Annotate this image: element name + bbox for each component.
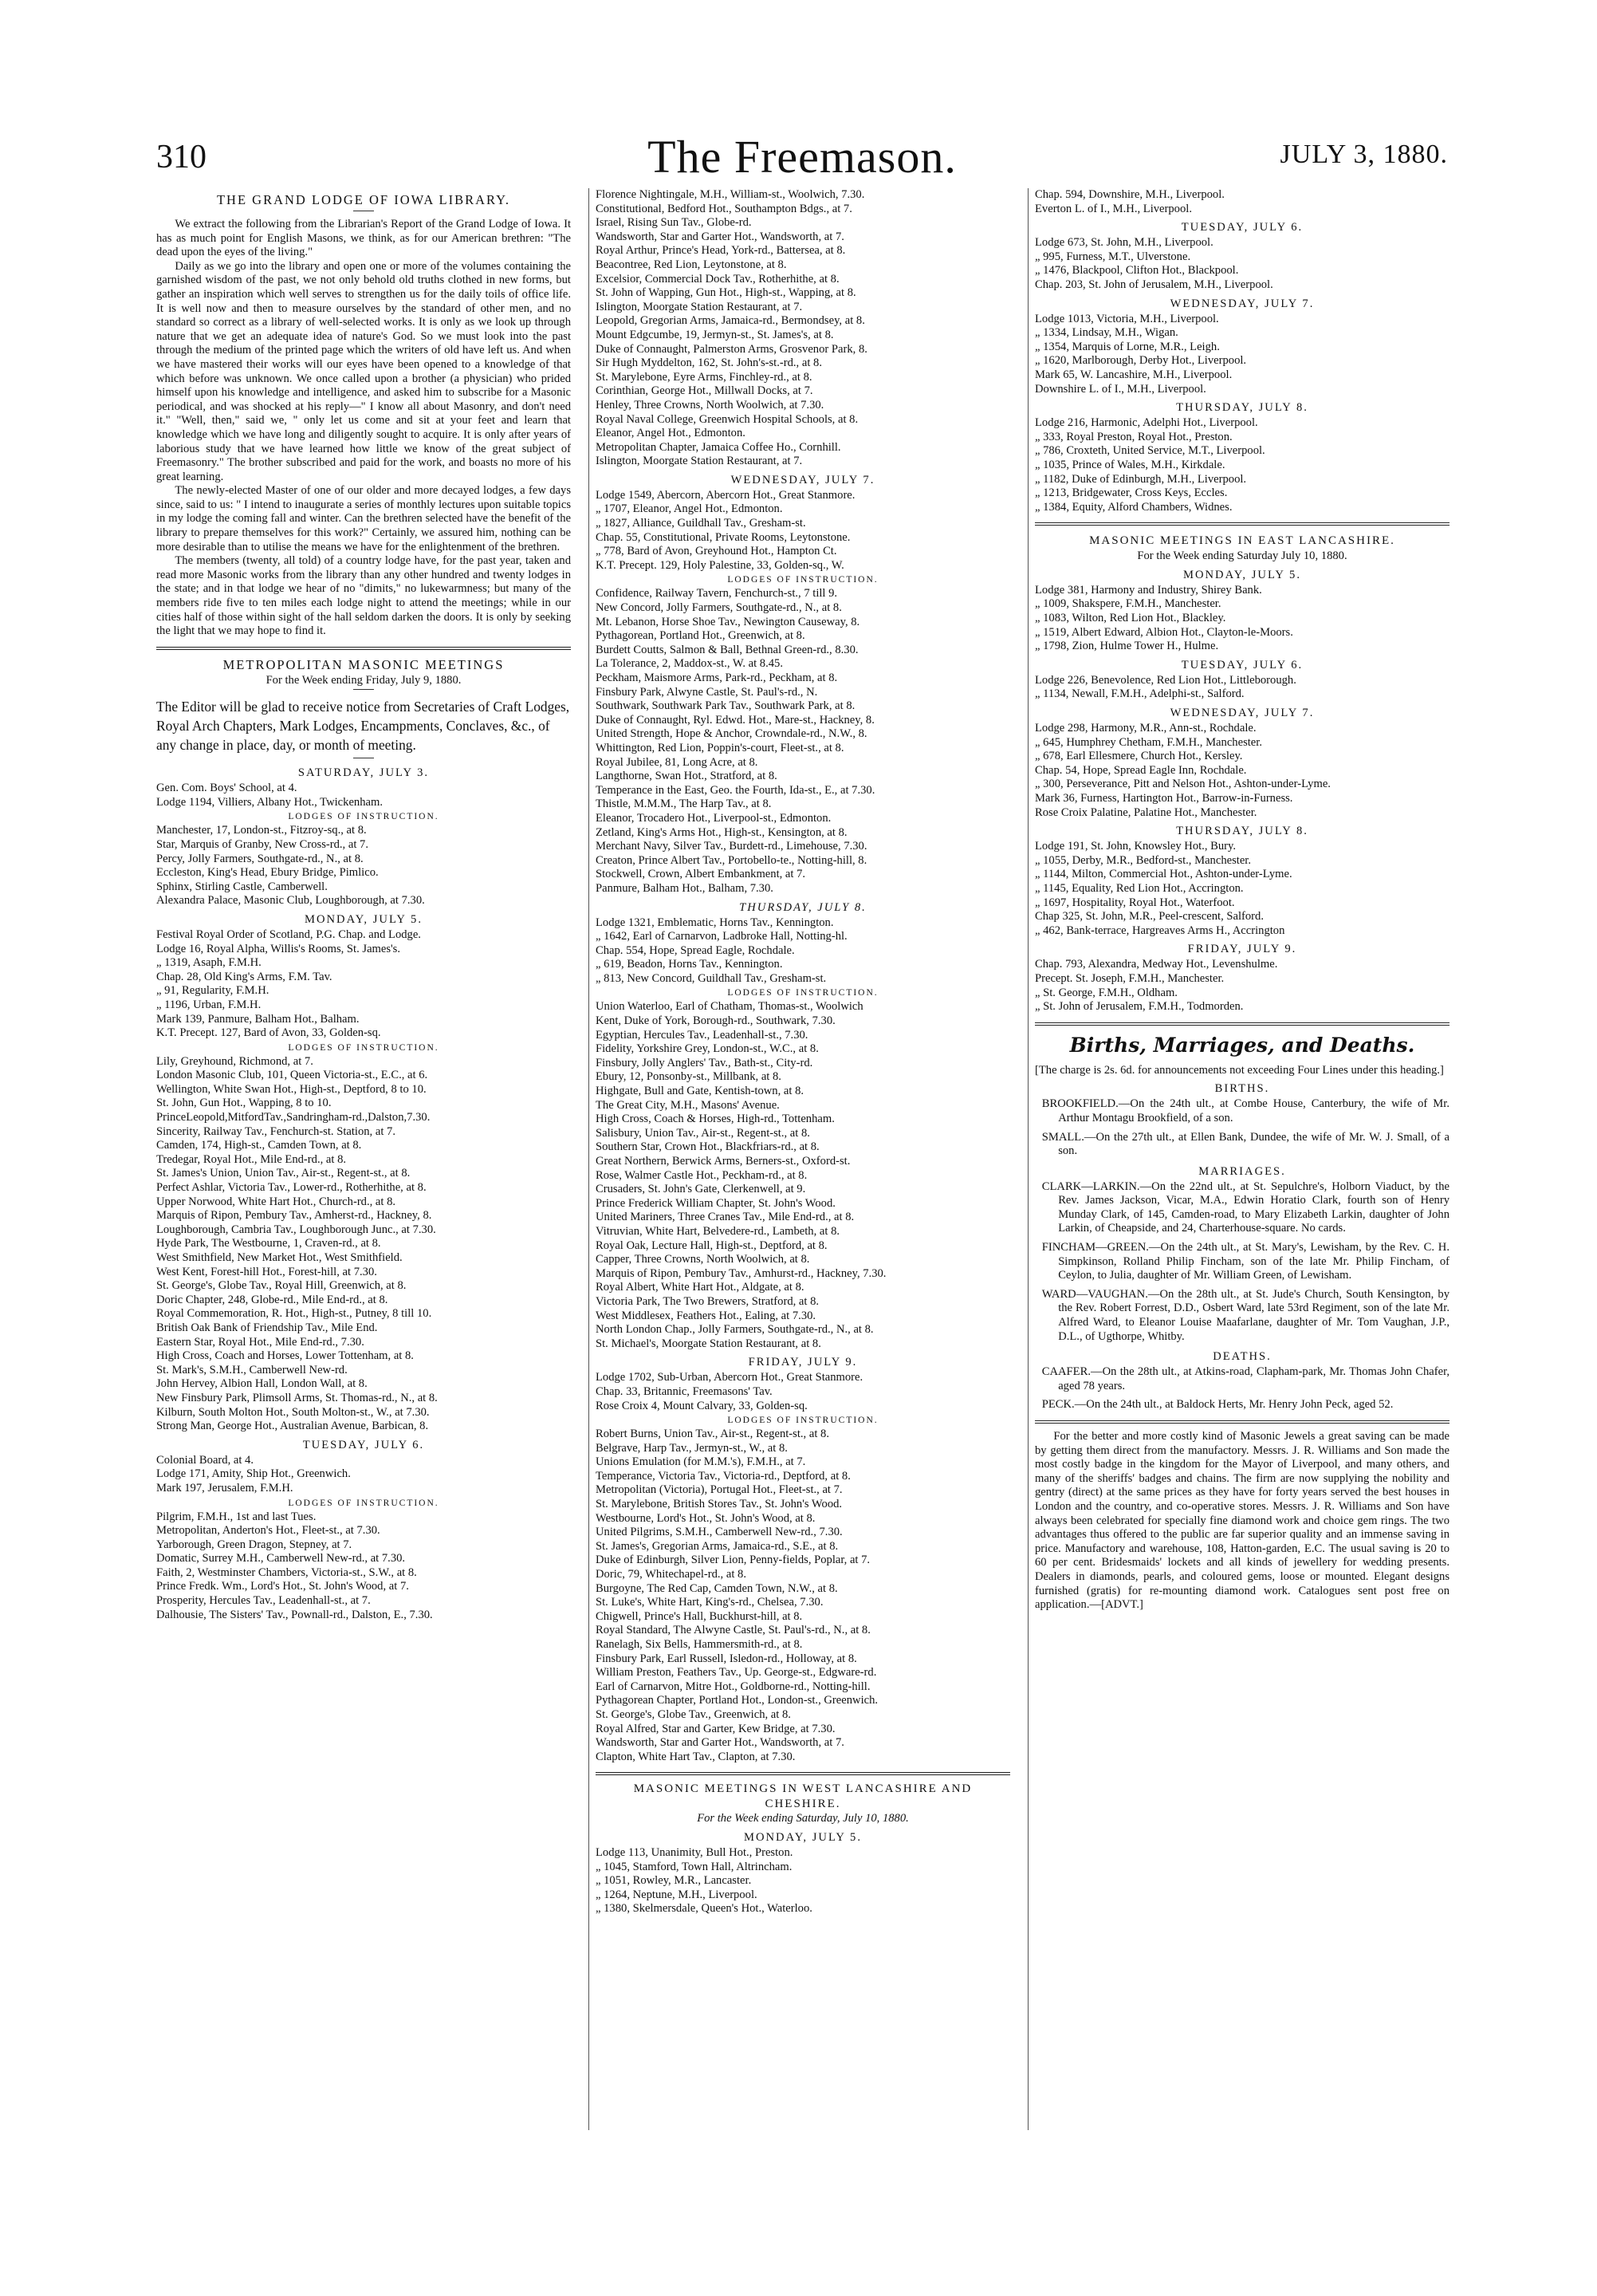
meeting-entry: Finsbury Park, Earl Russell, Isledon-rd., Holloway, at 8. <box>596 1652 857 1665</box>
meeting-entry: Duke of Edinburgh, Silver Lion, Penny-fields, Poplar, at 7. <box>596 1554 871 1567</box>
meeting-entry: Rose Croix Palatine, Palatine Hot., Manchester. <box>1035 805 1257 819</box>
meeting-entry: Royal Commemoration, R. Hot., High-st., Putney, 8 till 10. <box>156 1307 432 1321</box>
day-heading: TUESDAY, JULY 6. <box>1181 221 1304 234</box>
meeting-list <box>1035 722 1449 820</box>
meeting-entry: Lodge 16, Royal Alpha, Willis's Rooms, St. James's. <box>156 942 401 955</box>
notice-entry: FINCHAM—GREEN.—On the 24th ult., at St. Mary's, Lewisham, by the Rev. C. H. Simpkinson, Rolland Philip Fincham, son of the late Mr. Philip Fincham, of Ceylon, to Julia, daughter of Mr. William Green, of Lewisham. <box>1041 1241 1449 1282</box>
meeting-entry: „ St. George, F.M.H., Oldham. <box>1035 986 1178 999</box>
meeting-entry: Lodge 673, St. John, M.H., Liverpool. <box>1035 236 1213 250</box>
marriages-heading: MARRIAGES. <box>1198 1164 1286 1178</box>
meeting-entry: „ 786, Croxteth, United Service, M.T., Liverpool. <box>1035 444 1265 458</box>
lodges-of-instruction-heading: LODGES OF INSTRUCTION. <box>727 575 879 585</box>
meeting-entry: Florence Nightingale, M.H., William-st., Woolwich, 7.30. <box>596 188 865 201</box>
column-divider <box>588 188 589 2130</box>
meeting-entry: „ 1213, Bridgewater, Cross Keys, Eccles. <box>1035 486 1228 500</box>
meeting-list <box>596 916 1010 987</box>
meeting-entry: Duke of Connaught, Palmerston Arms, Grosvenor Park, 8. <box>596 342 867 356</box>
meeting-entry: „ 1476, Blackpool, Clifton Hot., Blackpool. <box>1035 264 1239 278</box>
section-rule <box>1035 1420 1449 1424</box>
editor-notice: The Editor will be glad to receive notice from Secretaries of Craft Lodges, Royal Arch Chapters, Mark Lodges, Encampments, Conclaves, &c., of any change in place, day, or month of meeting. <box>156 699 570 753</box>
meeting-entry: Sphinx, Stirling Castle, Camberwell. <box>156 880 328 893</box>
meeting-entry: Percy, Jolly Farmers, Southgate-rd., N., at 8. <box>156 852 364 865</box>
lodges-of-instruction-heading: LODGES OF INSTRUCTION. <box>727 988 879 998</box>
meeting-entry: Lodge 113, Unanimity, Bull Hot., Preston. <box>596 1845 793 1859</box>
meeting-entry: Belgrave, Harp Tav., Jermyn-st., W., at 8. <box>596 1441 788 1455</box>
meeting-entry: Creaton, Prince Albert Tav., Portobello-te., Notting-hill, 8. <box>596 853 867 867</box>
notice-entry: SMALL.—On the 27th ult., at Ellen Bank, Dundee, the wife of Mr. W. J. Small, of a son. <box>1041 1130 1449 1158</box>
meeting-entry: Islington, Moorgate Station Restaurant, at 7. <box>596 455 803 468</box>
section-rule <box>1035 522 1449 526</box>
meeting-entry: Mark 139, Panmure, Balham Hot., Balham. <box>156 1012 360 1026</box>
column-3 <box>1035 188 1449 1613</box>
meeting-entry: St. Marylebone, Eyre Arms, Finchley-rd., at 8. <box>596 370 812 384</box>
meeting-entry: „ 1055, Derby, M.R., Bedford-st., Manchester. <box>1035 853 1252 867</box>
meeting-entry: Burgoyne, The Red Cap, Camden Town, N.W., at 8. <box>596 1581 838 1595</box>
meeting-entry: Mark 36, Furness, Hartington Hot., Barrow-in-Furness. <box>1035 792 1293 805</box>
meeting-entry: „ 1707, Eleanor, Angel Hot., Edmonton. <box>596 502 783 516</box>
meeting-entry: Leopold, Gregorian Arms, Jamaica-rd., Bermondsey, at 8. <box>596 314 865 328</box>
column-divider <box>1028 188 1029 2130</box>
meeting-entry: Confidence, Railway Tavern, Fenchurch-st., 7 till 9. <box>596 587 838 601</box>
death-notices <box>1035 1365 1449 1412</box>
meeting-entry: Islington, Moorgate Station Restaurant, at 7. <box>596 300 803 313</box>
meeting-entry: High Cross, Coach & Horses, High-rd., Tottenham. <box>596 1113 835 1126</box>
meeting-entry: „ 778, Bard of Avon, Greyhound Hot., Hampton Ct. <box>596 545 837 558</box>
day-heading: WEDNESDAY, JULY 7. <box>1170 707 1315 720</box>
births-marriages-deaths-heading: Births, Marriages, and Deaths. <box>1069 1033 1415 1057</box>
meeting-entry: Ranelagh, Six Bells, Hammersmith-rd., at 8. <box>596 1638 803 1651</box>
meeting-entry: Lodge 216, Harmonic, Adelphi Hot., Liverpool. <box>1035 416 1258 430</box>
meeting-entry: „ 300, Perseverance, Pitt and Nelson Hot., Ashton-under-Lyme. <box>1035 778 1331 791</box>
meeting-entry: St. John, Gun Hot., Wapping, 8 to 10. <box>156 1097 332 1110</box>
meeting-list <box>596 1371 1010 1413</box>
metropolitan-heading: METROPOLITAN MASONIC MEETINGS <box>222 656 505 672</box>
meeting-entry: Panmure, Balham Hot., Balham, 7.30. <box>596 881 773 895</box>
meeting-entry: „ 1009, Shakspere, F.M.H., Manchester. <box>1035 597 1221 611</box>
meeting-entry: „ 1035, Prince of Wales, M.H., Kirkdale. <box>1035 458 1225 471</box>
lodges-of-instruction-heading: LODGES OF INSTRUCTION. <box>288 812 439 822</box>
meeting-entry: „ 1264, Neptune, M.H., Liverpool. <box>596 1888 757 1901</box>
meeting-entry: Highgate, Bull and Gate, Kentish-town, at 8. <box>596 1085 804 1098</box>
meeting-entry: Robert Burns, Union Tav., Air-st., Regent-st., at 8. <box>596 1428 829 1441</box>
meeting-list <box>1035 674 1449 702</box>
meeting-entry: „ 1182, Duke of Edinburgh, M.H., Liverpool. <box>1035 472 1247 486</box>
meeting-entry: Westbourne, Lord's Hot., St. John's Wood, at 8. <box>596 1511 816 1525</box>
meeting-entry: Chap. 554, Hope, Spread Eagle, Rochdale. <box>596 943 795 957</box>
meeting-entry: Zetland, King's Arms Hot., High-st., Kensington, at 8. <box>596 825 848 839</box>
meeting-entry: „ 1083, Wilton, Red Lion Hot., Blackley. <box>1035 612 1226 625</box>
meeting-entry: „ 1319, Asaph, F.M.H. <box>156 956 262 970</box>
meeting-entry: „ 1827, Alliance, Guildhall Tav., Gresham-st. <box>596 517 806 530</box>
meeting-entry: Pilgrim, F.M.H., 1st and last Tues. <box>156 1510 317 1523</box>
meeting-entry: Salisbury, Union Tav., Air-st., Regent-st., at 8. <box>596 1126 810 1140</box>
meeting-entry: Mt. Lebanon, Horse Shoe Tav., Newington Causeway, 8. <box>596 615 860 628</box>
meeting-entry: Chap. 55, Constitutional, Private Rooms, Leytonstone. <box>596 530 851 544</box>
notice-entry: BROOKFIELD.—On the 24th ult., at Combe House, Canterbury, the wife of Mr. Arthur Montagu Brookfield, of a son. <box>1041 1097 1449 1124</box>
meeting-entry: The Great City, M.H., Masons' Avenue. <box>596 1098 780 1112</box>
iowa-paragraph: We extract the following from the Librarian's Report of the Grand Lodge of Iowa. It has as much point for English Masons, we think, as for our American brethren: "The dead upon the eyes of the living." <box>156 218 571 259</box>
meeting-entry: Wandsworth, Star and Garter Hot., Wandsworth, at 7. <box>596 230 844 243</box>
meeting-entry: „ 1354, Marquis of Lorne, M.R., Leigh. <box>1035 340 1220 353</box>
meeting-entry: United Mariners, Three Cranes Tav., Mile End-rd., at 8. <box>596 1211 855 1224</box>
meeting-entry: Metropolitan, Anderton's Hot., Fleet-st., at 7.30. <box>156 1524 380 1538</box>
meeting-entry: K.T. Precept. 127, Bard of Avon, 33, Golden-sq. <box>156 1026 381 1040</box>
meeting-list <box>1035 236 1449 292</box>
meeting-entry: Perfect Ashlar, Victoria Tav., Lower-rd., Rotherhithe, at 8. <box>156 1181 427 1195</box>
day-heading: WEDNESDAY, JULY 7. <box>1170 297 1315 310</box>
meeting-entry: „ 995, Furness, M.T., Ulverstone. <box>1035 250 1191 263</box>
meeting-entry: Prince Fredk. Wm., Lord's Hot., St. John's Wood, at 7. <box>156 1580 409 1593</box>
meeting-list <box>596 587 1010 896</box>
meeting-entry: Chap. 594, Downshire, M.H., Liverpool. <box>1035 188 1225 201</box>
meeting-entry: Mount Edgcumbe, 19, Jermyn-st., St. James's, at 8. <box>596 328 834 341</box>
meeting-entry: „ 678, Earl Ellesmere, Church Hot., Kersley. <box>1035 750 1243 763</box>
lodges-of-instruction-heading: LODGES OF INSTRUCTION. <box>727 1416 879 1426</box>
meeting-entry: Upper Norwood, White Hart Hot., Church-rd., at 8. <box>156 1195 396 1208</box>
meeting-entry: Lodge 171, Amity, Ship Hot., Greenwich. <box>156 1467 351 1481</box>
meeting-entry: Fidelity, Yorkshire Grey, London-st., W.C., at 8. <box>596 1042 819 1056</box>
meeting-entry: Chap. 54, Hope, Spread Eagle Inn, Rochdale. <box>1035 763 1247 777</box>
meeting-entry: „ 1045, Stamford, Town Hall, Altrincham. <box>596 1860 793 1873</box>
iowa-paragraph: The members (twenty, all told) of a country lodge have, for the past year, taken and read more Masonic works from the library than any other hundred and twenty lodges in the state; and in that lodge we hear of no "dimits," no lukewarmness; but many of the members ride five to ten miles each lodge night to attend the meetings; while in our cities half of those within sight of the hall seldom darken the doors. It is only by seeking the light that we may hope to find it. <box>156 554 571 638</box>
meeting-entry: Royal Standard, The Alwyne Castle, St. Paul's-rd., N., at 8. <box>596 1624 871 1637</box>
jewellery-advertisement: For the better and more costly kind of Masonic Jewels a great saving can be made by getting them direct from the manufactory. Messrs. J. R. Williams and Son made the most costly badge in the kingdom for the Mayor of Liverpool, and many others, and many of the sheriffs' badges and chains. The firm are now supplying the nobility and gentry (direct) at the same prices as they have for forty years served the best houses in London and the country, and co-operative stores. Messrs. J. R. Williams and Son have always been celebrated for specially fine diamond work and choice gem rings. The two advantages thus offered to the public are far superior quality and an immense saving in price. Manufactory and warehouse, 108, Hatton-garden, E.C. The usual saving is 20 to 60 per cent. Bridesmaids' lockets and all kinds of jewellery for wedding presents. Dealers in diamonds, pearls, and coloured gems, loose or mounted. Elegant designs furnished (gratis) for re-mounting diamond work. Catalogues sent post free on application.—[ADVT.] <box>1035 1430 1449 1612</box>
meeting-list <box>1035 958 1449 1014</box>
meeting-entry: Doric, 79, Whitechapel-rd., at 8. <box>596 1568 746 1581</box>
meeting-entry: John Hervey, Albion Hall, London Wall, at 8. <box>156 1377 368 1391</box>
meeting-entry: Rose, Walmer Castle Hot., Peckham-rd., at 8. <box>596 1168 808 1182</box>
meeting-entry: Burdett Coutts, Salmon & Ball, Bethnal Green-rd., 8.30. <box>596 643 859 656</box>
meeting-entry: West Smithfield, New Market Hot., West Smithfield. <box>156 1251 403 1264</box>
meeting-entry: London Masonic Club, 101, Queen Victoria-st., E.C., at 6. <box>156 1069 428 1082</box>
meeting-entry: Domatic, Surrey M.H., Camberwell New-rd., at 7.30. <box>156 1552 406 1565</box>
section-rule <box>596 1772 1010 1775</box>
meeting-list <box>156 928 571 1041</box>
meeting-entry: Kilburn, South Molton Hot., South Molton-st., W., at 7.30. <box>156 1405 430 1419</box>
meeting-entry: Loughborough, Cambria Tav., Loughborough Junc., at 7.30. <box>156 1223 436 1236</box>
meeting-entry: Chap. 793, Alexandra, Medway Hot., Levenshulme. <box>1035 958 1278 971</box>
meeting-entry: „ 1145, Equality, Red Lion Hot., Accrington. <box>1035 881 1244 895</box>
meeting-entry: Whittington, Red Lion, Poppin's-court, Fleet-st., at 8. <box>596 741 844 754</box>
west-lancashire-subheading: For the Week ending Saturday, July 10, 1880. <box>697 1812 909 1825</box>
meeting-entry: Israel, Rising Sun Tav., Globe-rd. <box>596 216 752 230</box>
meeting-entry: Unions Emulation (for M.M.'s), F.M.H., at 7. <box>596 1455 806 1469</box>
meeting-entry: Stockwell, Crown, Albert Embankment, at 7. <box>596 868 806 881</box>
section-rule <box>156 647 571 650</box>
meeting-entry: Eccleston, King's Head, Ebury Bridge, Pimlico. <box>156 866 379 880</box>
day-heading: FRIDAY, JULY 9. <box>1187 943 1297 956</box>
meeting-entry: Earl of Carnarvon, Mitre Hot., Goldborne-rd., Notting-hill. <box>596 1680 871 1693</box>
meeting-entry: Sir Hugh Myddelton, 162, St. John's-st.-rd., at 8. <box>596 356 822 370</box>
meeting-entry: Temperance, Victoria Tav., Victoria-rd., Deptford, at 8. <box>596 1469 851 1483</box>
section-rule <box>1035 1022 1449 1026</box>
meeting-entry: Strong Man, George Hot., Australian Avenue, Barbican, 8. <box>156 1420 429 1433</box>
meeting-entry: „ St. John of Jerusalem, F.M.H., Todmorden. <box>1035 1000 1244 1014</box>
iowa-article <box>156 218 571 639</box>
meeting-entry: Rose Croix 4, Mount Calvary, 33, Golden-sq. <box>596 1399 808 1412</box>
meeting-entry: „ 1697, Hospitality, Royal Hot., Waterfoot. <box>1035 896 1235 909</box>
lodges-of-instruction-heading: LODGES OF INSTRUCTION. <box>288 1498 439 1508</box>
meeting-entry: Festival Royal Order of Scotland, P.G. Chap. and Lodge. <box>156 927 421 941</box>
meeting-list <box>596 1000 1010 1351</box>
meeting-list <box>596 489 1010 573</box>
meeting-entry: „ 1642, Earl of Carnarvon, Ladbroke Hall, Notting-hl. <box>596 930 848 943</box>
meeting-entry: Wandsworth, Star and Garter Hot., Wandsworth, at 7. <box>596 1736 844 1750</box>
meeting-entry: Clapton, White Hart Tav., Clapton, at 7.30. <box>596 1750 796 1763</box>
notice-entry: PECK.—On the 24th ult., at Baldock Herts, Mr. Henry John Peck, aged 52. <box>1041 1398 1394 1412</box>
meeting-entry: Manchester, 17, London-st., Fitzroy-sq., at 8. <box>156 824 367 837</box>
masthead <box>156 130 1448 187</box>
meeting-entry: Eastern Star, Royal Hot., Mile End-rd., 7.30. <box>156 1335 364 1349</box>
west-lancashire-heading: MASONIC MEETINGS IN WEST LANCASHIRE AND CHESHIRE. <box>633 1782 973 1811</box>
meeting-entry: Faith, 2, Westminster Chambers, Victoria-st., S.W., at 8. <box>156 1565 417 1579</box>
meeting-entry: Lodge 191, St. John, Knowsley Hot., Bury. <box>1035 840 1237 853</box>
meeting-entry: Lodge 1013, Victoria, M.H., Liverpool. <box>1035 312 1219 325</box>
meeting-entry: Lodge 381, Harmony and Industry, Shirey Bank. <box>1035 583 1262 597</box>
notice-entry: WARD—VAUGHAN.—On the 28th ult., at St. Jude's Church, South Kensington, by the Rev. Robert Forrest, D.D., Osbert Ward, late 53rd Regiment, son of the late Mr. Alfred Ward, to Eleanor Louise Maafarlane, daughter of Mr. Tom Vaughan, J.P., D.L., of Ugthorpe, Whitby. <box>1041 1287 1449 1343</box>
meeting-entry: New Concord, Jolly Farmers, Southgate-rd., N., at 8. <box>596 601 842 615</box>
meeting-entry: Chap. 28, Old King's Arms, F.M. Tav. <box>156 970 332 983</box>
meeting-entry: „ 1144, Milton, Commercial Hot., Ashton-under-Lyme. <box>1035 868 1292 881</box>
meeting-entry: St. Marylebone, British Stores Tav., St. John's Wood. <box>596 1498 843 1511</box>
meeting-entry: Temperance in the East, Geo. the Fourth, Ida-st., E., at 7.30. <box>596 783 875 797</box>
day-heading: MONDAY, JULY 5. <box>743 1830 862 1844</box>
meeting-entry: St. Michael's, Moorgate Station Restaurant, at 8. <box>596 1337 821 1350</box>
meeting-entry: Vitruvian, White Hart, Belvedere-rd., Lambeth, at 8. <box>596 1224 840 1238</box>
day-heading: FRIDAY, JULY 9. <box>748 1356 858 1369</box>
meeting-entry: Duke of Connaught, Ryl. Edwd. Hot., Mare-st., Hackney, 8. <box>596 713 875 727</box>
east-lancashire-subheading: For the Week ending Saturday July 10, 1880. <box>1137 549 1347 563</box>
day-heading: WEDNESDAY, JULY 7. <box>730 473 875 486</box>
meeting-entry: Capper, Three Crowns, North Woolwich, at 8. <box>596 1253 810 1266</box>
meeting-list <box>156 782 571 809</box>
column-2 <box>596 188 1010 1916</box>
meeting-entry: La Tolerance, 2, Maddox-st., W. at 8.45. <box>596 657 783 671</box>
meeting-entry: Lily, Greyhound, Richmond, at 7. <box>156 1054 313 1068</box>
meeting-entry: Egyptian, Hercules Tav., Leadenhall-st., 7.30. <box>596 1028 808 1042</box>
east-lancashire-heading: MASONIC MEETINGS IN EAST LANCASHIRE. <box>1089 534 1395 548</box>
meeting-entry: Lodge 1194, Villiers, Albany Hot., Twickenham. <box>156 795 383 809</box>
newspaper-title: The Freemason. <box>647 131 957 183</box>
deaths-heading: DEATHS. <box>1213 1350 1272 1364</box>
meeting-entry: K.T. Precept. 129, Holy Palestine, 33, Golden-sq., W. <box>596 558 844 572</box>
meeting-entry: Finsbury, Jolly Anglers' Tav., Bath-st., City-rd. <box>596 1056 813 1069</box>
meeting-entry: United Strength, Hope & Anchor, Crowndale-rd., N.W., 8. <box>596 727 867 741</box>
meeting-entry: Chap. 203, St. John of Jerusalem, M.H., Liverpool. <box>1035 278 1273 291</box>
meeting-entry: Hyde Park, The Westbourne, 1, Craven-rd., at 8. <box>156 1237 381 1250</box>
meeting-list <box>596 188 1010 469</box>
heading-dash <box>353 689 374 690</box>
meeting-entry: Union Waterloo, Earl of Chatham, Thomas-st., Woolwich <box>596 1000 863 1014</box>
meeting-entry: Lodge 1702, Sub-Urban, Abercorn Hot., Great Stanmore. <box>596 1371 863 1384</box>
meeting-entry: Ebury, 12, Ponsonby-st., Millbank, at 8. <box>596 1070 781 1084</box>
day-heading: THURSDAY, JULY 8. <box>1176 401 1308 415</box>
day-heading: THURSDAY, JULY 8. <box>739 900 867 914</box>
meeting-entry: Marquis of Ripon, Pembury Tav., Amhurst-rd., Hackney, 7.30. <box>596 1266 887 1280</box>
meeting-entry: Gen. Com. Boys' School, at 4. <box>156 782 297 795</box>
page-number: 310 <box>156 139 207 175</box>
meeting-entry: Pythagorean Chapter, Portland Hot., London-st., Greenwich. <box>596 1694 879 1707</box>
marriage-notices <box>1035 1180 1449 1345</box>
day-heading: TUESDAY, JULY 6. <box>302 1438 425 1451</box>
meeting-entry: St. George's, Globe Tav., Royal Hill, Greenwich, at 8. <box>156 1279 407 1293</box>
meeting-entry: Excelsior, Commercial Dock Tav., Rotherhithe, at 8. <box>596 272 840 286</box>
meeting-entry: Crusaders, St. John's Gate, Clerkenwell, at 9. <box>596 1183 806 1196</box>
meeting-entry: Royal Albert, White Hart Hot., Aldgate, at 8. <box>596 1281 804 1294</box>
meeting-entry: Constitutional, Bedford Hot., Southampton Bdgs., at 7. <box>596 202 852 215</box>
meeting-entry: Camden, 174, High-st., Camden Town, at 8. <box>156 1139 362 1152</box>
meeting-entry: St. Luke's, White Hart, King's-rd., Chelsea, 7.30. <box>596 1596 824 1609</box>
iowa-library-heading: THE GRAND LODGE OF IOWA LIBRARY. <box>216 192 511 207</box>
meeting-list <box>156 824 571 908</box>
meeting-entry: „ 1334, Lindsay, M.H., Wigan. <box>1035 326 1178 340</box>
meeting-entry: William Preston, Feathers Tav., Up. George-st., Edgware-rd. <box>596 1666 877 1680</box>
birth-notices <box>1035 1097 1449 1158</box>
meeting-entry: Sincerity, Railway Tav., Fenchurch-st. Station, at 7. <box>156 1124 395 1138</box>
meeting-entry: Henley, Three Crowns, North Woolwich, at 7.30. <box>596 398 824 412</box>
meeting-entry: Lodge 1321, Emblematic, Horns Tav., Kennington. <box>596 916 834 929</box>
meeting-list <box>156 1510 571 1623</box>
meeting-entry: Lodge 1549, Abercorn, Abercorn Hot., Great Stanmore. <box>596 488 856 502</box>
iowa-paragraph: Daily as we go into the library and open one or more of the volumes containing the garnished wisdom of the past, we not only behold old truths clothed in new forms, but gather an inspiration which well serves to strengthen us for the daily toils of office life. It is well now and then to measure ourselves by the standard of other men, and no standard so correct as a library of well-selected works. It is only as we look up through nature that we get an adequate idea of nature's God. So we must look into the past through the medium of the printed page which the writers of old have left us. And when we have mastered their works will our eyes have been opened to a knowledge of that which before was unknown. We once called upon a brother (a physician) who prided himself upon his knowledge and intelligence, and asked him to subscribe for a Masonic periodical, and was shocked at his reply—" I know all about Masonry, and don't need it." "Well, then," said we, " only let us come and sit at your feet and learn that knowledge which we have long and diligently sought to acquire. It is only after years of laborious study that we have learned how little we know of the great subject of Freemasonry." The brother subscribed and paid for the work, and boasts no more of his great learning. <box>156 259 571 483</box>
meeting-list <box>1035 416 1449 514</box>
meeting-entry: „ 1051, Rowley, M.R., Lancaster. <box>596 1874 752 1888</box>
meeting-entry: Colonial Board, at 4. <box>156 1453 254 1467</box>
meeting-entry: St. George's, Globe Tav., Greenwich, at 8. <box>596 1707 791 1721</box>
bmd-charge-note: [The charge is 2s. 6d. for announcements not exceeding Four Lines under this heading.] <box>1035 1063 1444 1077</box>
meeting-entry: Mark 197, Jerusalem, F.M.H. <box>156 1481 293 1495</box>
lodges-of-instruction-heading: LODGES OF INSTRUCTION. <box>288 1042 439 1053</box>
meeting-entry: „ 333, Royal Preston, Royal Hot., Preston. <box>1035 430 1233 443</box>
meeting-entry: Peckham, Maismore Arms, Park-rd., Peckham, at 8. <box>596 671 838 684</box>
meeting-entry: St. James's, Gregorian Arms, Jamaica-rd., S.E., at 8. <box>596 1539 839 1553</box>
meeting-entry: Victoria Park, The Two Brewers, Stratford, at 8. <box>596 1294 820 1308</box>
meeting-entry: „ 1134, Newall, F.M.H., Adelphi-st., Salford. <box>1035 687 1245 701</box>
meeting-entry: Dalhousie, The Sisters' Tav., Pownall-rd., Dalston, E., 7.30. <box>156 1608 433 1621</box>
notice-entry: CLARK—LARKIN.—On the 22nd ult., at St. Sepulchre's, Holborn Viaduct, by the Rev. James Jackson, Vicar, M.A., Edwin Horatio Clark, fourth son of Henry Munday Clark, of 145, Camden-road, to Mary Elizabeth Larkin, daughter of John Larkin, of Cheapside, and 24, Charterhouse-square. No cards. <box>1041 1180 1449 1235</box>
meeting-entry: Metropolitan (Victoria), Portugal Hot., Fleet-st., at 7. <box>596 1483 843 1497</box>
notice-entry: CAAFER.—On the 28th ult., at Atkins-road, Clapham-park, Mr. Thomas John Chafer, aged 78 years. <box>1041 1365 1449 1392</box>
meeting-entry: Royal Oak, Lecture Hall, High-st., Deptford, at 8. <box>596 1239 828 1252</box>
meeting-entry: „ 619, Beadon, Horns Tav., Kennington. <box>596 958 783 971</box>
meeting-entry: Beacontree, Red Lion, Leytonstone, at 8. <box>596 258 787 271</box>
meeting-entry: Metropolitan Chapter, Jamaica Coffee Ho., Cornhill. <box>596 440 841 454</box>
meeting-entry: Royal Arthur, Prince's Head, York-rd., Battersea, at 8. <box>596 244 846 258</box>
day-heading: MONDAY, JULY 5. <box>1182 568 1301 581</box>
meeting-entry: West Middlesex, Feathers Hot., Ealing, at 7.30. <box>596 1309 816 1322</box>
column-1 <box>156 188 571 1622</box>
meeting-entry: Royal Alfred, Star and Garter, Kew Bridge, at 7.30. <box>596 1722 836 1735</box>
meeting-entry: Chap 325, St. John, M.R., Peel-crescent, Salford. <box>1035 910 1264 924</box>
meeting-entry: Downshire L. of I., M.H., Liverpool. <box>1035 382 1206 396</box>
meeting-entry: Prosperity, Hercules Tav., Leadenhall-st., at 7. <box>156 1594 371 1608</box>
meeting-entry: „ 1196, Urban, F.M.H. <box>156 998 262 1011</box>
meeting-entry: Yarborough, Green Dragon, Stepney, at 7. <box>156 1538 352 1551</box>
meeting-entry: Royal Jubilee, 81, Long Acre, at 8. <box>596 755 758 769</box>
meeting-entry: Southern Star, Crown Hot., Blackfriars-rd., at 8. <box>596 1140 820 1154</box>
meeting-entry: Everton L. of I., M.H., Liverpool. <box>1035 202 1192 215</box>
meeting-entry: Kent, Duke of York, Borough-rd., Southwark, 7.30. <box>596 1014 836 1028</box>
meeting-entry: Mark 65, W. Lancashire, M.H., Liverpool. <box>1035 368 1233 381</box>
meeting-entry: Marquis of Ripon, Pembury Tav., Amherst-rd., Hackney, 8. <box>156 1209 432 1223</box>
births-heading: BIRTHS. <box>1214 1082 1270 1096</box>
meeting-entry: Lodge 298, Harmony, M.R., Ann-st., Rochdale. <box>1035 722 1257 735</box>
meeting-entry: United Pilgrims, S.M.H., Camberwell New-rd., 7.30. <box>596 1526 843 1539</box>
iowa-paragraph: The newly-elected Master of one of our older and more decayed lodges, a few days since, said to us: " I intend to inaugurate a series of monthly lectures upon suitable topics in my lodge the coming fall and winter. Can the brethren selected have the benefit of the library to prepare themselves for this work?" Certainly, we assured him, nothing can be more desirable than to utilise the means we have for the enlightenment of the brethren. <box>156 484 571 553</box>
meeting-list <box>1035 840 1449 938</box>
meeting-list <box>156 1454 571 1496</box>
meeting-entry: PrinceLeopold,MitfordTav.,Sandringham-rd.,Dalston,7.30. <box>156 1111 431 1124</box>
day-heading: THURSDAY, JULY 8. <box>1176 825 1308 838</box>
meeting-entry: „ 91, Regularity, F.M.H. <box>156 984 269 998</box>
meeting-entry: „ 645, Humphrey Chetham, F.M.H., Manchester. <box>1035 735 1262 749</box>
meeting-entry: „ 1380, Skelmersdale, Queen's Hot., Waterloo. <box>596 1902 812 1916</box>
meeting-entry: Precept. St. Joseph, F.M.H., Manchester. <box>1035 971 1225 985</box>
meeting-entry: West Kent, Forest-hill Hot., Forest-hill, at 7.30. <box>156 1265 377 1278</box>
meeting-entry: Lodge 226, Benevolence, Red Lion Hot., Littleborough. <box>1035 673 1296 687</box>
meeting-entry: „ 1798, Zion, Hulme Tower H., Hulme. <box>1035 640 1219 653</box>
day-heading: MONDAY, JULY 5. <box>304 912 423 926</box>
meeting-list <box>1035 584 1449 654</box>
meeting-entry: „ 1519, Albert Edward, Albion Hot., Clayton-le-Moors. <box>1035 625 1293 639</box>
meeting-entry: Southwark, Southwark Park Tav., Southwark Park, at 8. <box>596 699 856 713</box>
meeting-list <box>596 1428 1010 1764</box>
meeting-entry: Wellington, White Swan Hot., High-st., Deptford, 8 to 10. <box>156 1082 427 1096</box>
meeting-entry: Royal Naval College, Greenwich Hospital Schools, at 8. <box>596 412 859 426</box>
meeting-entry: Thistle, M.M.M., The Harp Tav., at 8. <box>596 797 772 811</box>
meeting-entry: Merchant Navy, Silver Tav., Burdett-rd., Limehouse, 7.30. <box>596 840 867 853</box>
meeting-entry: Tredegar, Royal Hot., Mile End-rd., at 8. <box>156 1152 347 1166</box>
meeting-entry: „ 1620, Marlborough, Derby Hot., Liverpool. <box>1035 354 1247 368</box>
meeting-list <box>156 1055 571 1434</box>
meeting-entry: Prince Frederick William Chapter, St. John's Wood. <box>596 1196 836 1210</box>
meeting-entry: Eleanor, Trocadero Hot., Liverpool-st., Edmonton. <box>596 811 832 825</box>
meeting-entry: St. Mark's, S.M.H., Camberwell New-rd. <box>156 1363 348 1376</box>
meeting-entry: Chigwell, Prince's Hall, Buckhurst-hill, at 8. <box>596 1609 803 1623</box>
meeting-entry: St. James's Union, Union Tav., Air-st., Regent-st., at 8. <box>156 1167 411 1180</box>
metropolitan-subheading: For the Week ending Friday, July 9, 1880. <box>266 673 462 687</box>
meeting-entry: Chap. 33, Britannic, Freemasons' Tav. <box>596 1384 773 1398</box>
meeting-list <box>1035 313 1449 397</box>
meeting-list <box>596 1846 1010 1916</box>
meeting-entry: New Finsbury Park, Plimsoll Arms, St. Thomas-rd., N., at 8. <box>156 1391 438 1404</box>
meeting-entry: St. John of Wapping, Gun Hot., High-st., Wapping, at 8. <box>596 286 856 300</box>
meeting-entry: Corinthian, George Hot., Millwall Docks, at 7. <box>596 384 813 398</box>
meeting-entry: Star, Marquis of Granby, New Cross-rd., at 7. <box>156 837 368 851</box>
meeting-entry: Pythagorean, Portland Hot., Greenwich, at 8. <box>596 629 805 643</box>
meeting-entry: Great Northern, Berwick Arms, Berners-st., Oxford-st. <box>596 1155 851 1168</box>
meeting-entry: Finsbury Park, Alwyne Castle, St. Paul's-rd., N. <box>596 685 818 699</box>
day-heading: SATURDAY, JULY 3. <box>297 766 430 780</box>
meeting-entry: Doric Chapter, 248, Globe-rd., Mile End-rd., at 8. <box>156 1293 388 1306</box>
meeting-list <box>1035 188 1449 216</box>
issue-date: JULY 3, 1880. <box>1280 140 1448 169</box>
meeting-entry: North London Chap., Jolly Farmers, Southgate-rd., N., at 8. <box>596 1323 874 1337</box>
meeting-entry: Eleanor, Angel Hot., Edmonton. <box>596 427 745 440</box>
meeting-entry: „ 813, New Concord, Guildhall Tav., Gresham-st. <box>596 971 827 985</box>
meeting-entry: British Oak Bank of Friendship Tav., Mile End. <box>156 1321 378 1334</box>
meeting-entry: „ 1384, Equity, Alford Chambers, Widnes. <box>1035 500 1233 514</box>
meeting-entry: „ 462, Bank-terrace, Hargreaves Arms H., Accrington <box>1035 924 1285 937</box>
meeting-entry: Langthorne, Swan Hot., Stratford, at 8. <box>596 770 777 783</box>
meeting-entry: High Cross, Coach and Horses, Lower Tottenham, at 8. <box>156 1349 414 1363</box>
day-heading: TUESDAY, JULY 6. <box>1181 658 1304 671</box>
meeting-entry: Alexandra Palace, Masonic Club, Loughborough, at 7.30. <box>156 894 425 908</box>
